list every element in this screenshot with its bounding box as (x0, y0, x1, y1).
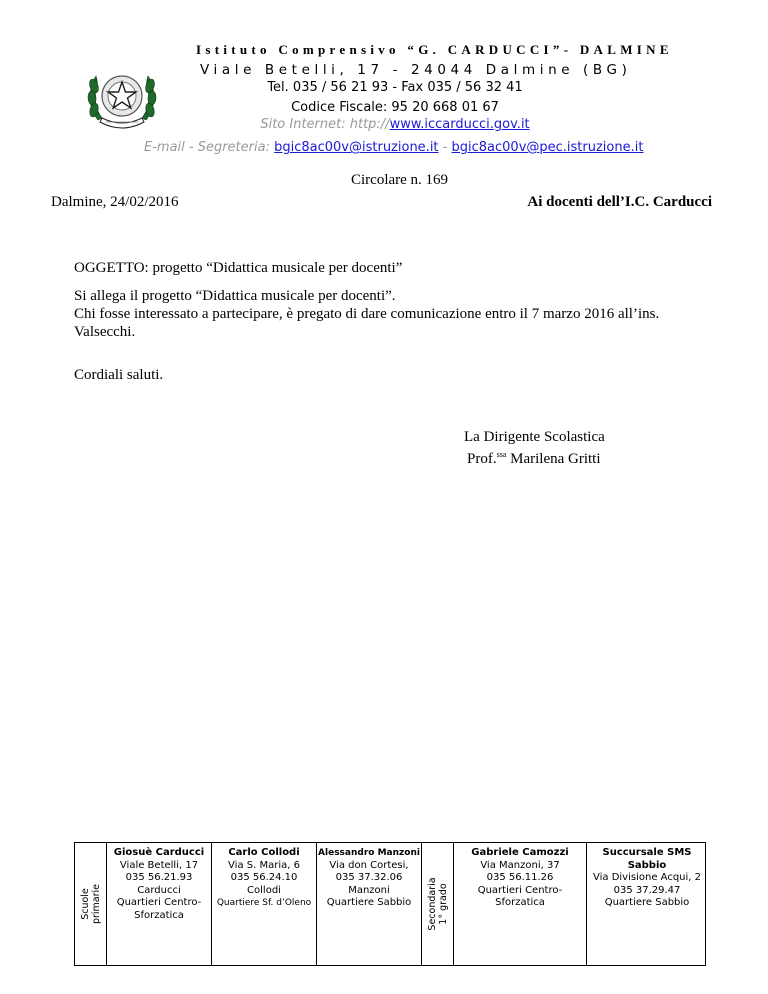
school-collodi (212, 843, 317, 965)
signature-role: La Dirigente Scolastica (464, 429, 605, 445)
school-info: Quartiere Sabbio (326, 897, 412, 908)
email-line (144, 140, 643, 155)
school-info: 035 56.24.10 (230, 872, 298, 883)
email-link-pec[interactable]: bgic8ac00v@pec.istruzione.it (451, 140, 644, 155)
school-info: Viale Betelli, 17 (119, 859, 199, 871)
secondary-label-line: Secondaria (426, 877, 438, 931)
body-text (74, 287, 714, 341)
school-info: Quartiere Sf. d’Oleno (216, 898, 312, 908)
body-line: Valsecchi. (74, 324, 136, 340)
italian-republic-emblem-icon (84, 60, 160, 136)
school-info: Via Manzoni, 37 (480, 859, 560, 871)
school-info: Via don Cortesi, (329, 859, 409, 871)
school-info: Manzoni (348, 884, 390, 896)
school-name: Succursale SMS Sabbio (602, 847, 692, 871)
school-camozzi (454, 843, 587, 965)
school-info: Sforzatica (134, 909, 184, 921)
email-link-istruzione[interactable]: bgic8ac00v@istruzione.it (274, 140, 439, 155)
signature-name: Marilena Gritti (510, 451, 601, 467)
school-info: Quartiere Sabbio (604, 897, 690, 908)
school-info: Via Divisione Acqui, 2 (593, 872, 702, 883)
school-info: Quartieri Centro- (116, 897, 202, 908)
body-line: Si allega il progetto “Didattica musicale per docenti”. (74, 288, 396, 304)
school-name: Giosuè Carducci (113, 847, 205, 858)
primary-schools-label (75, 843, 107, 965)
school-info: Collodi (247, 884, 281, 896)
secondary-label-line: 1° grado (437, 883, 449, 925)
institute-address: Viale Betelli, 17 - 24044 Dalmine (BG) (200, 62, 632, 78)
recipient: Ai docenti dell’I.C. Carducci (527, 194, 712, 210)
primary-label-line: primarie (90, 883, 102, 925)
email-label: E-mail - Segreteria: (144, 140, 270, 155)
school-info: Carducci (137, 884, 181, 896)
school-info: 035 56.21.93 (125, 872, 193, 883)
school-info: Via S. Maria, 6 (228, 859, 300, 871)
institute-phone: Tel. 035 / 56 21 93 - Fax 035 / 56 32 41 (267, 80, 523, 95)
school-sms-sabbio (587, 843, 705, 965)
website-link[interactable]: www.iccarducci.gov.it (389, 117, 530, 132)
school-name: Gabriele Camozzi (471, 847, 569, 858)
school-manzoni (317, 843, 422, 965)
place-date: Dalmine, 24/02/2016 (51, 194, 179, 210)
signature-prefix: Prof. (467, 451, 497, 467)
secondary-school-label (422, 843, 454, 965)
school-info: 035 37.29.47 (613, 884, 681, 896)
institute-title: Istituto Comprensivo “G. CARDUCCI”- DALMINE (196, 42, 673, 57)
circular-number: Circolare n. 169 (351, 172, 449, 188)
signature-name-line (467, 446, 601, 468)
signature-superscript: ssa (496, 450, 507, 459)
website-line (200, 117, 590, 132)
website-label: Sito Internet: http:// (260, 117, 390, 132)
schools-footer-table (74, 842, 706, 966)
school-carducci (107, 843, 212, 965)
closing: Cordiali saluti. (74, 367, 164, 383)
body-line: Chi fosse interessato a partecipare, è pregato di dare comunicazione entro il 7 marzo 2016 all’ins. (74, 306, 660, 322)
email-separator: - (438, 140, 452, 155)
subject-line: OGGETTO: progetto “Didattica musicale per docenti” (74, 260, 403, 276)
school-name: Alessandro Manzoni (318, 848, 420, 858)
school-name: Carlo Collodi (228, 847, 300, 858)
school-info: 035 56.11.26 (486, 872, 554, 883)
fiscal-code: Codice Fiscale: 95 20 668 01 67 (291, 100, 499, 115)
school-info: Quartieri Centro-Sforzatica (477, 884, 563, 908)
primary-label-line: Scuole (79, 888, 91, 920)
school-info: 035 37.32.06 (335, 872, 403, 883)
